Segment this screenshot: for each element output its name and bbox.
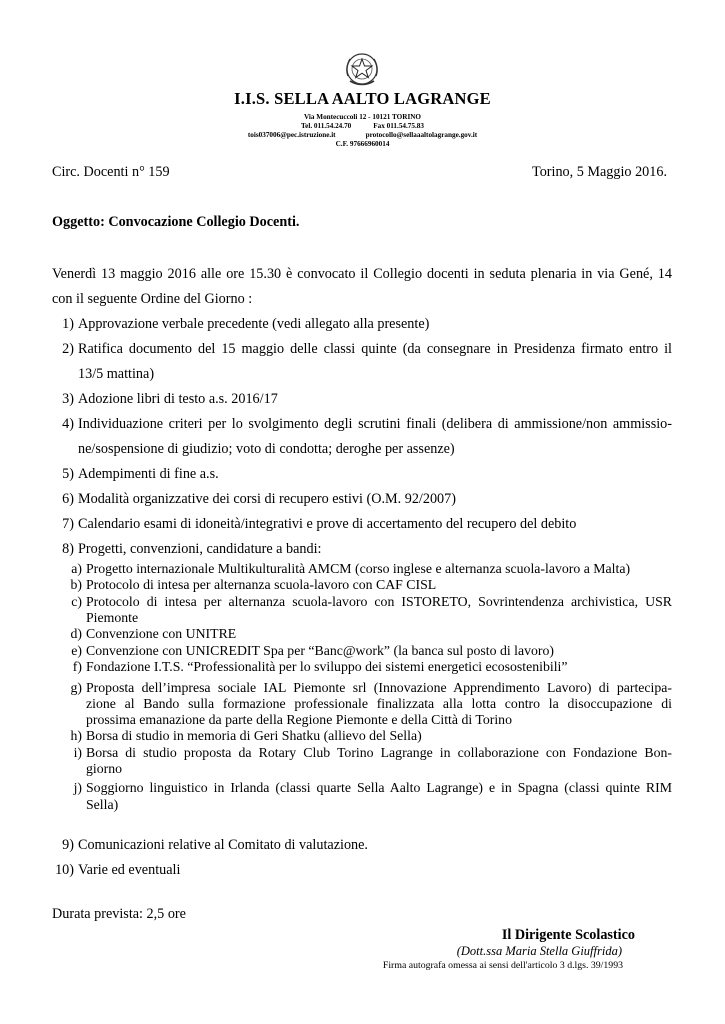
subitem-text: Protocolo di intesa per alternanza scuola-lavoro con CAF CISL bbox=[86, 577, 437, 592]
subitem-letter: e) bbox=[71, 643, 82, 658]
school-tel: Tel. 011.54.24.70 bbox=[301, 121, 352, 130]
signature-name: (Dott.ssa Maria Stella Giuffrida) bbox=[456, 944, 622, 958]
subitem-text: Fondazione I.T.S. “Professionalità per lo sviluppo dei sistemi energetici ecosostenibili” bbox=[86, 659, 568, 674]
signature-title: Il Dirigente Scolastico bbox=[501, 927, 635, 943]
agenda-number: 1) bbox=[62, 316, 74, 332]
republic-emblem-icon bbox=[342, 50, 382, 90]
agenda-item-text: Adozione libri di testo a.s. 2016/17 bbox=[78, 391, 278, 407]
subitem-letter: i) bbox=[73, 745, 82, 760]
agenda-number: 10) bbox=[55, 862, 74, 878]
subject-line: Oggetto: Convocazione Collegio Docenti. bbox=[52, 214, 300, 230]
agenda-item-text: Comunicazioni relative al Comitato di valutazione. bbox=[78, 837, 368, 853]
subitem-letter: h) bbox=[70, 728, 82, 743]
subitem-text: giorno bbox=[86, 761, 123, 776]
subitem-text: Borsa di studio proposta da Rotary Club Torino Lagrange in collaborazione con Fondazione Bon- bbox=[86, 745, 672, 760]
agenda-item-text: 13/5 mattina) bbox=[78, 366, 155, 382]
subitem-letter: b) bbox=[70, 577, 82, 592]
subitem-text: Borsa di studio in memoria di Geri Shatku (allievo del Sella) bbox=[86, 728, 422, 743]
intro-line-2: con il seguente Ordine del Giorno : bbox=[52, 291, 253, 307]
subitem-letter: d) bbox=[70, 626, 82, 641]
agenda-number: 5) bbox=[62, 466, 74, 482]
agenda-number: 4) bbox=[62, 416, 74, 432]
subitem-text: zione al Bando sulla formazione professionale finalizzata alla lotta contro la disoccupazione di bbox=[86, 696, 672, 711]
subitem-text: Progetto internazionale Multikulturalità AMCM (corso inglese e alternanza scuola-lavoro a Malta) bbox=[86, 561, 631, 576]
signature-note: Firma autografa omessa ai sensi dell'articolo 3 d.lgs. 39/1993 bbox=[382, 960, 623, 971]
agenda-item-text: Calendario esami di idoneità/integrativi e prove di accertamento del recupero del debito bbox=[78, 516, 577, 532]
circular-number: Circ. Docenti n° 159 bbox=[52, 164, 170, 180]
school-fiscal-code: C.F. 97666960014 bbox=[335, 140, 390, 148]
school-fax: Fax 011.54.75.83 bbox=[373, 121, 424, 130]
school-address: Via Montecuccoli 12 - 10121 TORINO bbox=[303, 113, 422, 121]
agenda-item-text: Ratifica documento del 15 maggio delle classi quinte (da consegnare in Presidenza firmato entro il bbox=[78, 341, 672, 357]
agenda-item-text: Modalità organizzative dei corsi di recupero estivi (O.M. 92/2007) bbox=[78, 491, 456, 507]
subitem-text: Proposta dell’impresa sociale IAL Piemonte srl (Innovazione Apprendimento Lavoro) di partecipa- bbox=[86, 680, 672, 695]
subitem-text: Sella) bbox=[86, 797, 119, 812]
subitem-text: Convenzione con UNITRE bbox=[86, 626, 237, 641]
intro-line-1: Venerdì 13 maggio 2016 alle ore 15.30 è convocato il Collegio docenti in seduta plenaria in via Gené, 14 bbox=[52, 266, 672, 282]
agenda-number: 8) bbox=[62, 541, 74, 557]
school-email: protocollo@sellaaaltolagrange.gov.it bbox=[365, 130, 478, 139]
agenda-number: 7) bbox=[62, 516, 74, 532]
agenda-item-text: Approvazione verbale precedente (vedi allegato alla presente) bbox=[78, 316, 430, 332]
agenda-item-text: ne/sospensione di giudizio; voto di condotta; deroghe per assenze) bbox=[78, 441, 455, 457]
school-emails bbox=[0, 131, 725, 139]
subitem-letter: a) bbox=[71, 561, 82, 576]
agenda-item-text: Adempimenti di fine a.s. bbox=[78, 466, 219, 482]
agenda-number: 9) bbox=[62, 837, 74, 853]
school-phone-fax bbox=[0, 122, 725, 130]
agenda-item-text: Individuazione criteri per lo svolgimento degli scrutini finali (delibera di ammissione/non ammissio- bbox=[78, 416, 672, 432]
subitem-text: prossima emanazione da parte della Regione Piemonte e della Città di Torino bbox=[86, 712, 512, 727]
agenda-item-text: Progetti, convenzioni, candidature a bandi: bbox=[78, 541, 322, 557]
subitem-text: Soggiorno linguistico in Irlanda (classi quarte Sella Aalto Lagrange) e in Spagna (classi quinte RIM bbox=[86, 780, 672, 795]
subitem-text: Piemonte bbox=[86, 610, 139, 625]
agenda-number: 6) bbox=[62, 491, 74, 507]
agenda-item-text: Varie ed eventuali bbox=[78, 862, 181, 878]
subitem-text: Convenzione con UNICREDIT Spa per “Banc@work” (la banca sul posto di lavoro) bbox=[86, 643, 555, 658]
subitem-letter: g) bbox=[70, 680, 82, 695]
agenda-number: 2) bbox=[62, 341, 74, 357]
school-pec: tois037006@pec.istruzione.it bbox=[247, 130, 336, 139]
subitem-letter: f) bbox=[72, 659, 82, 674]
subitem-text: Protocolo di intesa per alternanza scuola-lavoro con ISTORETO, Sovrintendenza archivistica, USR bbox=[86, 594, 672, 609]
agenda-number: 3) bbox=[62, 391, 74, 407]
estimated-duration: Durata prevista: 2,5 ore bbox=[52, 906, 186, 922]
document-date: Torino, 5 Maggio 2016. bbox=[532, 164, 667, 180]
school-name: I.I.S. SELLA AALTO LAGRANGE bbox=[234, 89, 491, 108]
subitem-letter: c) bbox=[71, 594, 82, 609]
subitem-letter: j) bbox=[73, 780, 82, 795]
